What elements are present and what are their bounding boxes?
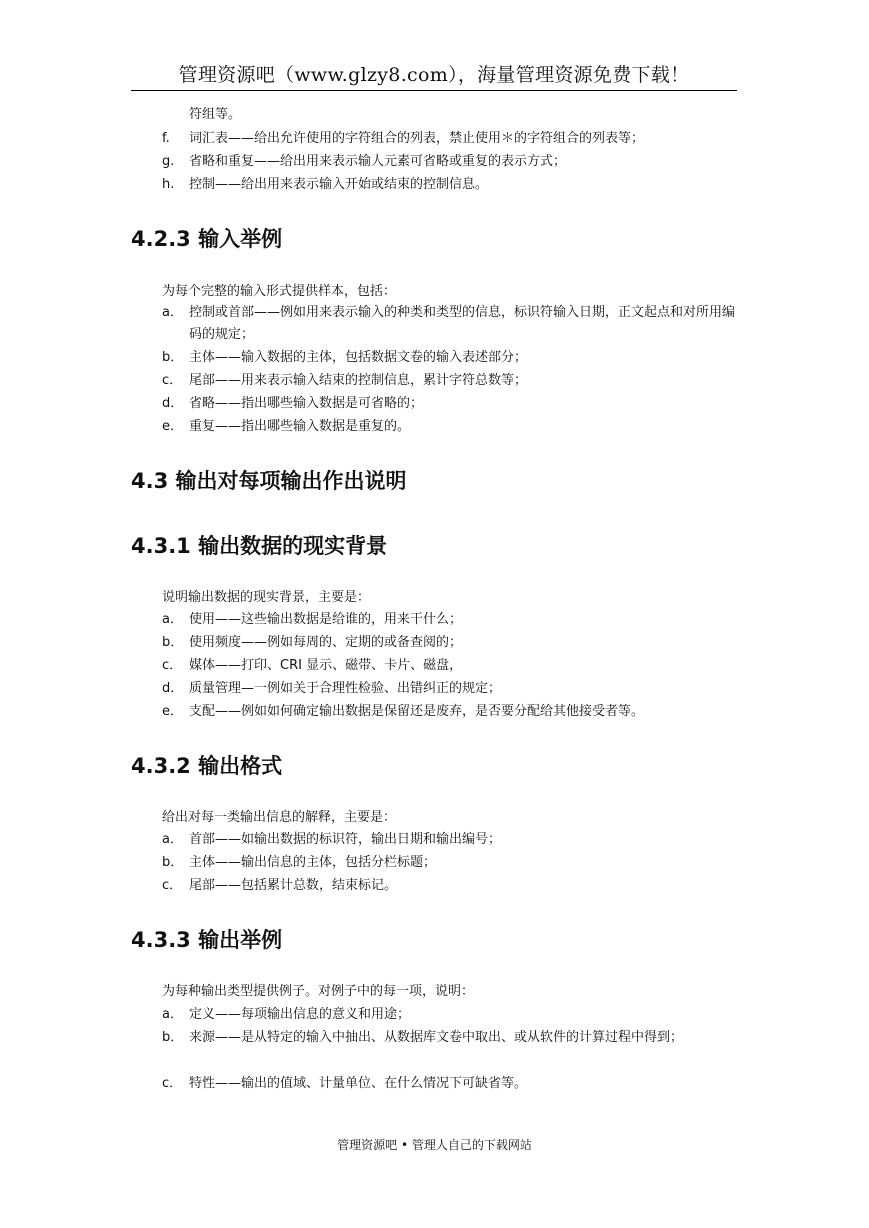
list-marker: h. <box>162 177 175 192</box>
list-marker: c． <box>162 878 183 893</box>
list-item-text: 使用——这些输出数据是给谁的，用来干什么； <box>189 612 463 627</box>
continuation-text: 符组等。 <box>189 107 242 122</box>
list-item-text: 省略和重复——给出用来表示输人元素可省略或重复的表示方式； <box>189 154 567 169</box>
list-item-text: 使用频度——例如每周的、定期的或备查阅的； <box>189 635 463 650</box>
list-item-text: 媒体——打印、CRI 显示、磁带、卡片、磁盘， <box>189 658 463 673</box>
list-marker: a． <box>162 612 183 627</box>
section-heading-4-3: 4.3 输出对每项输出作出说明 <box>131 469 407 493</box>
list-item-text: 控制或首部——例如用来表示输入的种类和类型的信息，标识符输入日期，正文起点和对所用编码的规定； <box>189 305 736 342</box>
list-item-text: 来源——是从特定的输入中抽出、从数据库文卷中取出、或从软件的计算过程中得到； <box>189 1030 684 1045</box>
page-footer <box>0 1136 869 1154</box>
list-item <box>162 151 742 173</box>
list-item <box>162 875 742 897</box>
list-item <box>162 128 742 150</box>
list-item <box>162 609 742 631</box>
list-marker: c． <box>162 658 183 673</box>
list-item <box>162 829 742 851</box>
list-marker: f. <box>162 131 170 146</box>
list-item <box>162 370 742 392</box>
list-marker: a． <box>162 305 183 320</box>
list-marker: a． <box>162 832 183 847</box>
list-item <box>162 1073 742 1095</box>
list-item <box>162 655 742 677</box>
list-item-text: 尾部——包括累计总数，结束标记。 <box>189 878 398 893</box>
list-item-text: 词汇表——给出允许使用的字符组合的列表，禁止使用＊的字符组合的列表等； <box>189 131 645 146</box>
list-item <box>162 701 742 723</box>
footer-text: 管理资源吧 • 管理人自己的下载网站 <box>337 1138 532 1152</box>
list-item <box>162 678 742 700</box>
section-heading-4-2-3: 4.2.3 输入举例 <box>131 227 283 251</box>
list-marker: c． <box>162 373 183 388</box>
list-item-text: 省略——指出哪些输入数据是可省略的； <box>189 396 424 411</box>
section-intro: 说明输出数据的现实背景，主要是： <box>162 590 371 605</box>
list-marker: b． <box>162 1030 184 1045</box>
section-heading-4-3-3: 4.3.3 输出举例 <box>131 928 283 952</box>
section-intro: 为每个完整的输入形式提供样本，包括： <box>162 284 397 299</box>
list-marker: b． <box>162 855 184 870</box>
list-item-text: 特性——输出的值域、计量单位、在什么情况下可缺省等。 <box>189 1076 528 1091</box>
list-item-text: 主体——输出信息的主体，包括分栏标题； <box>189 855 437 870</box>
list-item <box>162 302 742 346</box>
section-heading-4-3-1: 4.3.1 输出数据的现实背景 <box>131 534 388 558</box>
list-marker: d． <box>162 681 184 696</box>
list-marker: e． <box>162 419 183 434</box>
list-item-text: 首部——如输出数据的标识符，输出日期和输出编号； <box>189 832 502 847</box>
list-item <box>162 174 742 196</box>
list-item-text: 重复——指出哪些输入数据是重复的。 <box>189 419 411 434</box>
section-intro: 为每种输出类型提供例子。对例子中的每一项，说明： <box>162 984 475 999</box>
list-item <box>162 632 742 654</box>
list-marker: b． <box>162 350 184 365</box>
list-item <box>162 1004 742 1026</box>
list-item <box>162 852 742 874</box>
header-title: 管理资源吧（www.glzy8.com），海量管理资源免费下载！ <box>178 64 690 86</box>
list-marker: d． <box>162 396 184 411</box>
list-item-text: 控制——给出用来表示输入开始或结束的控制信息。 <box>189 177 489 192</box>
list-marker: g. <box>162 154 175 169</box>
list-marker: b． <box>162 635 184 650</box>
list-item-text: 支配——例如如何确定输出数据是保留还是废弃，是否要分配给其他接受者等。 <box>189 704 645 719</box>
list-marker: a． <box>162 1007 183 1022</box>
list-item-text: 尾部——用来表示输入结束的控制信息，累计字符总数等； <box>189 373 528 388</box>
list-marker: e． <box>162 704 183 719</box>
list-item <box>162 1027 742 1049</box>
section-intro: 给出对每一类输出信息的解释，主要是： <box>162 810 397 825</box>
list-item <box>162 393 742 415</box>
list-item <box>162 416 742 438</box>
list-item-text: 主体——输入数据的主体，包括数据文卷的输入表述部分； <box>189 350 528 365</box>
section-heading-4-3-2: 4.3.2 输出格式 <box>131 754 283 778</box>
list-item-text: 质量管理—一例如关于合理性检验、出错纠正的规定； <box>189 681 502 696</box>
list-marker: c． <box>162 1076 183 1091</box>
list-item <box>162 347 742 369</box>
list-item-text: 定义——每项输出信息的意义和用途； <box>189 1007 411 1022</box>
